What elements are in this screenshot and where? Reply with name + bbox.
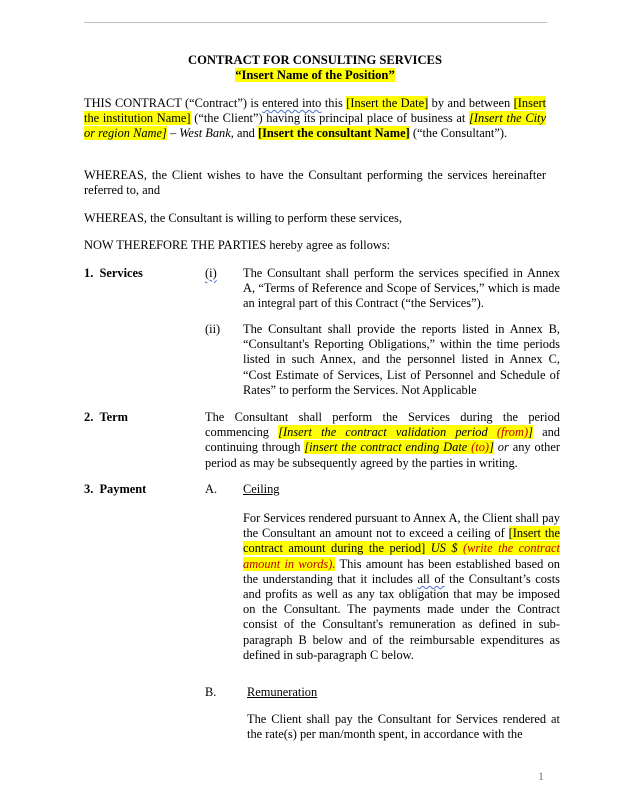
whereas-consultant: WHEREAS, the Consultant is willing to perform these services, xyxy=(84,211,402,225)
payment-remuneration-text: The Client shall pay the Consultant for Services rendered at the rate(s) per man/month spent, in accordance with the xyxy=(247,712,560,742)
payment-ceiling-title: Ceiling xyxy=(243,482,280,496)
services-item-i-number: (i) xyxy=(205,266,217,280)
intro-paragraph: THIS CONTRACT (“Contract”) is entered into this [Insert the Date] by and between [Insert the institution Name] (“the Client”) having its principal place of business at [Insert the City or region Name] – West Bank, and [Insert the consultant Name] (“the Consultant”). xyxy=(84,96,547,141)
whereas-client: WHEREAS, the Client wishes to have the Consultant performing the services hereinafter referred to, and xyxy=(84,168,546,198)
section-services-heading: 1. Services xyxy=(84,266,143,280)
city-placeholder: [Insert the City or region Name] xyxy=(84,111,546,141)
contract-amount-placeholder: [Insert the contract amount during the period] xyxy=(243,526,560,556)
services-item-ii-text: The Consultant shall provide the reports listed in Annex B, “Consultant's Reporting Obligations,” within the time periods listed in such Annex, and the personnel listed in Annex C, “Cost Estimate of Services, List of Personnel and Schedule of Rates” to perform the Services. Not Applicable xyxy=(243,322,560,397)
validation-period-placeholder: [Insert the contract validation period (from)] xyxy=(278,425,533,440)
header-rule xyxy=(84,22,547,23)
ending-date-placeholder: [insert the contract ending Date (to)] xyxy=(304,440,494,455)
position-name-placeholder: “Insert Name of the Position” xyxy=(235,68,395,82)
institution-placeholder: [Insert the institution Name] xyxy=(84,96,547,126)
page-number: 1 xyxy=(538,769,544,783)
payment-b-number: B. xyxy=(205,685,217,699)
term-text: The Consultant shall perform the Services during the period commencing [Insert the contract validation period (from)] and continuing through [insert the contract ending Date (to)] or any other period as may be subsequently agreed by the parties in writing. xyxy=(205,410,560,470)
consultant-placeholder: [Insert the consultant Name] xyxy=(257,126,410,141)
services-item-ii-number: (ii) xyxy=(205,322,221,336)
section-payment-heading: 3. Payment xyxy=(84,482,147,496)
now-therefore: NOW THEREFORE THE PARTIES hereby agree as follows: xyxy=(84,238,391,252)
amount-in-words-placeholder: (write the contract amount in words). xyxy=(243,541,560,571)
section-term-heading: 2. Term xyxy=(84,410,128,424)
payment-a-number: A. xyxy=(205,482,218,496)
contract-title: CONTRACT FOR CONSULTING SERVICES xyxy=(188,53,442,67)
payment-ceiling-text: For Services rendered pursuant to Annex A, the Client shall pay the Consultant an amount not to exceed a ceiling of [Insert the contract amount during the period] US $ (write the contract amount in words). This amount has been established based on the understanding that it includes all of the Consultant’s costs and profits as well as any tax obligation that may be imposed on the Consultant. The payments made under the Contract consist of the Consultant's remuneration as defined in sub-paragraph B below and of the reimbursable expenditures as defined in sub-paragraph C below. xyxy=(243,511,560,662)
services-item-i-text: The Consultant shall perform the services specified in Annex A, “Terms of Reference and Scope of Services,” which is made an integral part of this Contract (“the Services”). xyxy=(243,266,560,311)
payment-remuneration-title: Remuneration xyxy=(247,685,318,699)
date-placeholder: [Insert the Date] xyxy=(346,96,429,110)
